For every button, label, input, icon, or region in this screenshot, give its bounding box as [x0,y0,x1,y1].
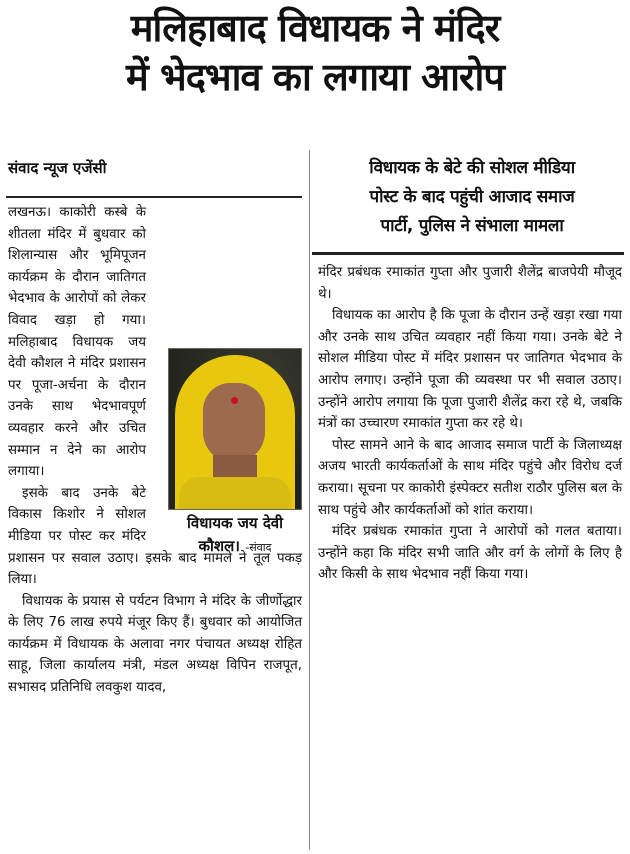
subheadline-line-1: विधायक के बेटे की सोशल मीडिया [369,158,575,178]
right-paragraph-4: मंदिर प्रबंधक रमाकांत गुप्ता ने आरोपों को गलत बताया। उन्होंने कहा कि मंदिर सभी जाति और वर्ग के लोगों के लिए है और किसी के साथ भेदभाव नहीं किया गया। [318,524,622,583]
photo-cloth [179,477,291,510]
left-paragraph-2: इसके बाद उनके बेटे विकास किशोर ने सोशल मीडिया पर पोस्ट कर मंदिर प्रशासन पर सवाल उठाए। इसके बाद मामले ने तूल पकड़ लिया। [8,485,302,588]
headline [6,4,624,102]
subheadline [322,154,622,241]
right-column [318,262,622,586]
photo-caption-credit: -संवाद [245,541,272,554]
right-paragraph-1: मंदिर प्रबंधक रमाकांत गुप्ता और पुजारी शैलेंद्र बाजपेयी मौजूद थे। [318,265,622,302]
subheadline-rule [312,252,624,255]
photo-bindi [231,397,238,404]
byline: संवाद न्यूज एजेंसी [8,159,107,177]
column-divider [309,150,310,850]
photo-caption-name: विधायक जय देवी कौशल। [186,514,284,555]
mla-photo [168,348,302,510]
photo-caption-credit-text: संवाद [249,541,272,554]
photo-face [203,383,265,463]
headline-line-1: मलिहाबाद विधायक ने मंदिर [130,6,500,50]
left-paragraph-1: लखनऊ। काकोरी कस्बे के शीतला मंदिर में बुधवार को शिलान्यास और भूमिपूजन कार्यक्रम के दौरान जातिगत भेदभाव के आरोपों को लेकर विवाद खड़ा हो गया। मलिहाबाद विधायक जय देवी कौशल ने मंदिर प्रशासन पर पूजा-अर्चना के दौरान उनके साथ भेदभावपूर्ण व्यवहार करने और उचित सम्मान न देने का आरोप लगाया। [8,205,146,480]
photo-caption [168,512,302,559]
subheadline-line-3: पार्टी, पुलिस ने संभाला मामला [380,216,564,236]
headline-line-2: में भेदभाव का लगाया आरोप [126,55,504,99]
subheadline-line-2: पोस्ट के बाद पहुंची आजाद समाज [369,187,575,207]
byline-rule [6,196,302,198]
left-paragraph-3: विधायक के प्रयास से पर्यटन विभाग ने मंदिर के जीर्णोद्धार के लिए 76 लाख रुपये मंजूर किए हैं। बुधवार को आयोजित कार्यक्रम में विधायक के अलावा नगर पंचायत अध्यक्ष रोहित साहू, जिला कार्यालय मंत्री, मंडल अध्यक्ष विपिन राजपूत, सभासद प्रतिनिधि लवकुश यादव, [8,593,302,696]
right-paragraph-2: विधायक का आरोप है कि पूजा के दौरान उन्हें खड़ा रखा गया और उनके साथ उचित व्यवहार नहीं किया गया। उनके बेटे ने सोशल मीडिया पोस्ट में मंदिर प्रशासन पर जातिगत भेदभाव के आरोप लगाए। उन्होंने पूजा की व्यवस्था पर भी सवाल उठाए। उन्होंने आरोप लगाया कि पूजा पुजारी शैलेंद्र करा रहे थे, जबकि मंत्रों का उच्चारण रमाकांत गुप्ता कर रहे थे। [318,308,622,432]
right-paragraph-3: पोस्ट सामने आने के बाद आजाद समाज पार्टी के जिलाध्यक्ष अजय भारती कार्यकर्ताओं के साथ मंदिर पहुंचे और विरोध दर्ज कराया। सूचना पर काकोरी इंस्पेक्टर सतीश राठौर पुलिस बल के साथ पहुंचे और कार्यकर्ताओं को शांत कराया। [318,437,622,518]
